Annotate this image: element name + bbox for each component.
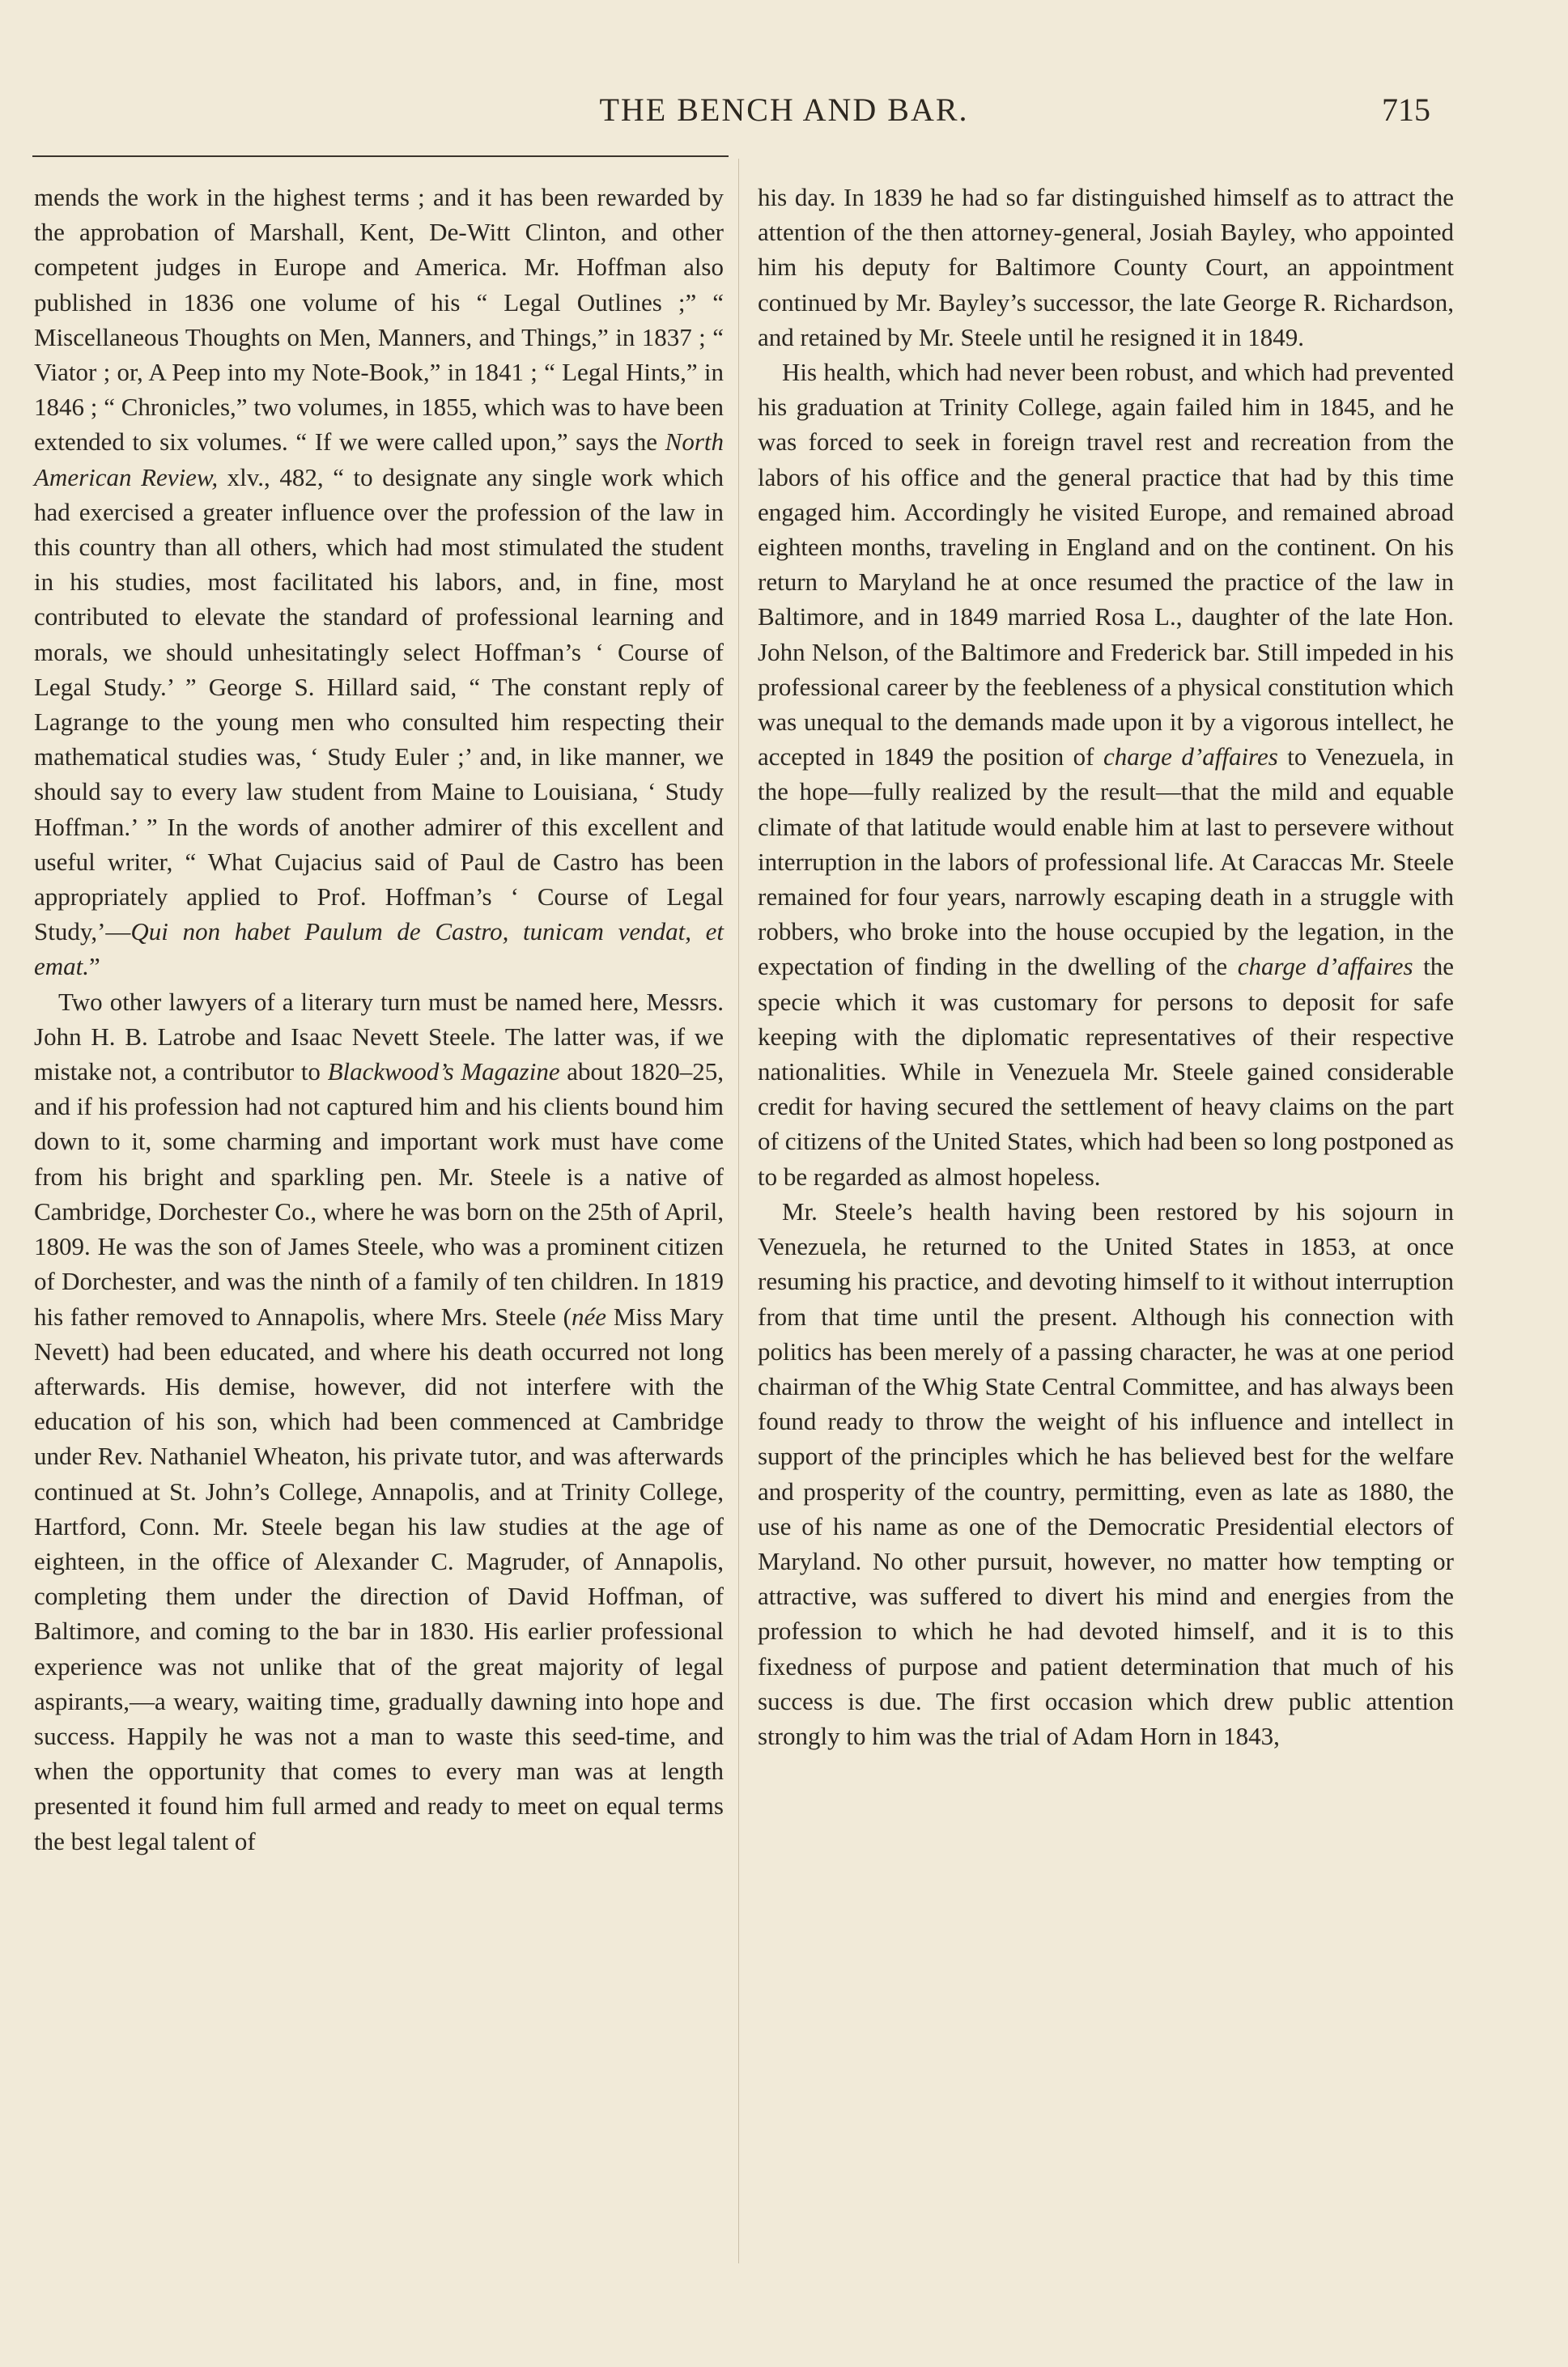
italic-run: charge d’affaires: [1103, 742, 1278, 771]
paragraph: [758, 1194, 1454, 1753]
text-run: mends the work in the highest terms ; and it has been rewarded by the approbation of Marshall, Kent, De-Witt Clinton, and other competent judges in Europe and America. Mr. Hoffman also published in 1836 one volume of his “ Legal Outlines ;” “ Miscellaneous Thoughts on Men, Manners, and Things,” in 1837 ; “ Viator ; or, A Peep into my Note-Book,” in 1841 ; “ Legal Hints,” in 1846 ; “ Chronicles,” two volumes, in 1855, which was to have been extended to six volumes. “ If we were called upon,” says the: [34, 183, 724, 457]
text-run: the specie which it was customary for persons to deposit for safe keeping with the diplomatic representatives of their respective nationalities. While in Venezuela Mr. Steele gained considerable credit for having secured the settlement of heavy claims on the part of citizens of the United States, which had been so long postponed as to be regarded as almost hopeless.: [758, 952, 1454, 1191]
text-run: Miss Mary Nevett) had been educated, and where his death occurred not long afterwards. His demise, however, did not interfere with the education of his son, which had been commenced at Cambridge under Rev. Nathaniel Wheaton, his private tutor, and was afterwards continued at St. John’s College, Annapolis, and at Trinity College, Hartford, Conn. Mr. Steele began his law studies at the age of eighteen, in the office of Alexander C. Magruder, of Annapolis, completing them under the direction of David Hoffman, of Baltimore, and coming to the bar in 1830. His earlier professional experience was not unlike that of the great majority of legal aspirants,—a weary, waiting time, gradually dawning into hope and success. Happily he was not a man to waste this seed-time, and when the opportunity that comes to every man was at length presented it found him full armed and ready to meet on equal terms the best legal talent of: [34, 1302, 725, 1855]
italic-run: née: [572, 1302, 607, 1331]
italic-run: Blackwood’s Magazine: [327, 1057, 560, 1086]
header-rule: [32, 155, 729, 157]
page-header: [32, 91, 1536, 139]
left-column: [34, 180, 724, 1859]
paragraph: [758, 180, 1454, 355]
text-run: His health, which had never been robust, and which had prevented his graduation at Trinity College, again failed him in 1845, and he was forced to seek in foreign travel rest and recreation from the labors of his office and the general practice that had by this time engaged him. Accordingly he visited Europe, and remained abroad eighteen months, traveling in England and on the continent. On his return to Maryland he at once resumed the practice of the law in Baltimore, and in 1849 married Rosa L., daughter of the late Hon. John Nelson, of the Baltimore and Frederick bar. Still impeded in his professional career by the feebleness of a physical constitution which was unequal to the demands made upon it by a vigorous intellect, he accepted in 1849 the position of: [758, 358, 1454, 771]
italic-run: North American Review,: [34, 427, 724, 491]
text-run: his day. In 1839 he had so far distinguished himself as to attract the attention of the then attorney-general, Josiah Bayley, who appointed him his deputy for Baltimore County Court, an appointment continued by Mr. Bayley’s successor, the late George R. Richardson, and retained by Mr. Steele until he resigned it in 1849.: [758, 183, 1454, 351]
text-run: ”: [89, 952, 100, 981]
text-run: xlv., 482, “ to designate any single work which had exercised a greater influence over the profession of the law in this country than all others, which had most stimulated the student in his studies, most facilitated his labors, and, in fine, most contributed to elevate the standard of professional learning and morals, we should unhesitatingly select Hoffman’s ‘ Course of Legal Study.’ ” George S. Hillard said, “ The constant reply of Lagrange to the young men who consulted him respecting their mathematical studies was, ‘ Study Euler ;’ and, in like manner, we should say to every law student from Maine to Louisiana, ‘ Study Hoffman.’ ” In the words of another admirer of this excellent and useful writer, “ What Cujacius said of Paul de Castro has been appropriately applied to Prof. Hoffman’s ‘ Course of Legal Study,’—: [34, 462, 724, 946]
page-number: 715: [1382, 91, 1430, 128]
paragraph: [758, 355, 1454, 1194]
text-run: about 1820–25, and if his profession had not captured him and his clients bound him down to it, some charming and important work must have come from his bright and sparkling pen. Mr. Steele is a native of Cambridge, Dorchester Co., where he was born on the 25th of April, 1809. He was the son of James Steele, who was a prominent citizen of Dorchester, and was the ninth of a family of ten children. In 1819 his father removed to Annapolis, where Mrs. Steele (: [34, 1057, 724, 1331]
text-run: Mr. Steele’s health having been restored by his sojourn in Venezuela, he returned to the United States in 1853, at once resuming his practice, and devoting himself to it without interruption from that time until the present. Although his connection with politics has been merely of a passing character, he was at one period chairman of the Whig State Central Committee, and has always been found ready to throw the weight of his influence and intellect in support of the principles which he has believed best for the welfare and prosperity of the country, permitting, even as late as 1880, the use of his name as one of the Democratic Presidential electors of Maryland. No other pursuit, however, no matter how tempting or attractive, was suffered to divert his mind and energies from the profession to which he had devoted himself, and it is to this fixedness of purpose and patient determination that much of his success is due. The first occasion which drew public attention strongly to him was the trial of Adam Horn in 1843,: [758, 1196, 1454, 1750]
running-title: THE BENCH AND BAR.: [599, 91, 969, 128]
paragraph: [34, 180, 724, 984]
paragraph: [34, 984, 724, 1859]
text-run: Two other lawyers of a literary turn must be named here, Messrs. John H. B. Latrobe and Isaac Nevett Steele. The latter was, if we mistake not, a contributor to: [34, 987, 724, 1086]
italic-run: Qui non habet Paulum de Castro, tunicam vendat, et emat.: [34, 917, 724, 981]
text-run: to Venezuela, in the hope—fully realized by the result—that the mild and equable climate of that latitude would enable him at last to persevere without interruption in the labors of professional life. At Caraccas Mr. Steele remained for four years, narrowly escaping death in a struggle with robbers, who broke into the house occupied by the legation, in the expectation of finding in the dwelling of the: [758, 742, 1454, 981]
italic-run: charge d’affaires: [1237, 952, 1413, 981]
right-column: [758, 180, 1454, 1753]
column-divider: [738, 159, 739, 2263]
